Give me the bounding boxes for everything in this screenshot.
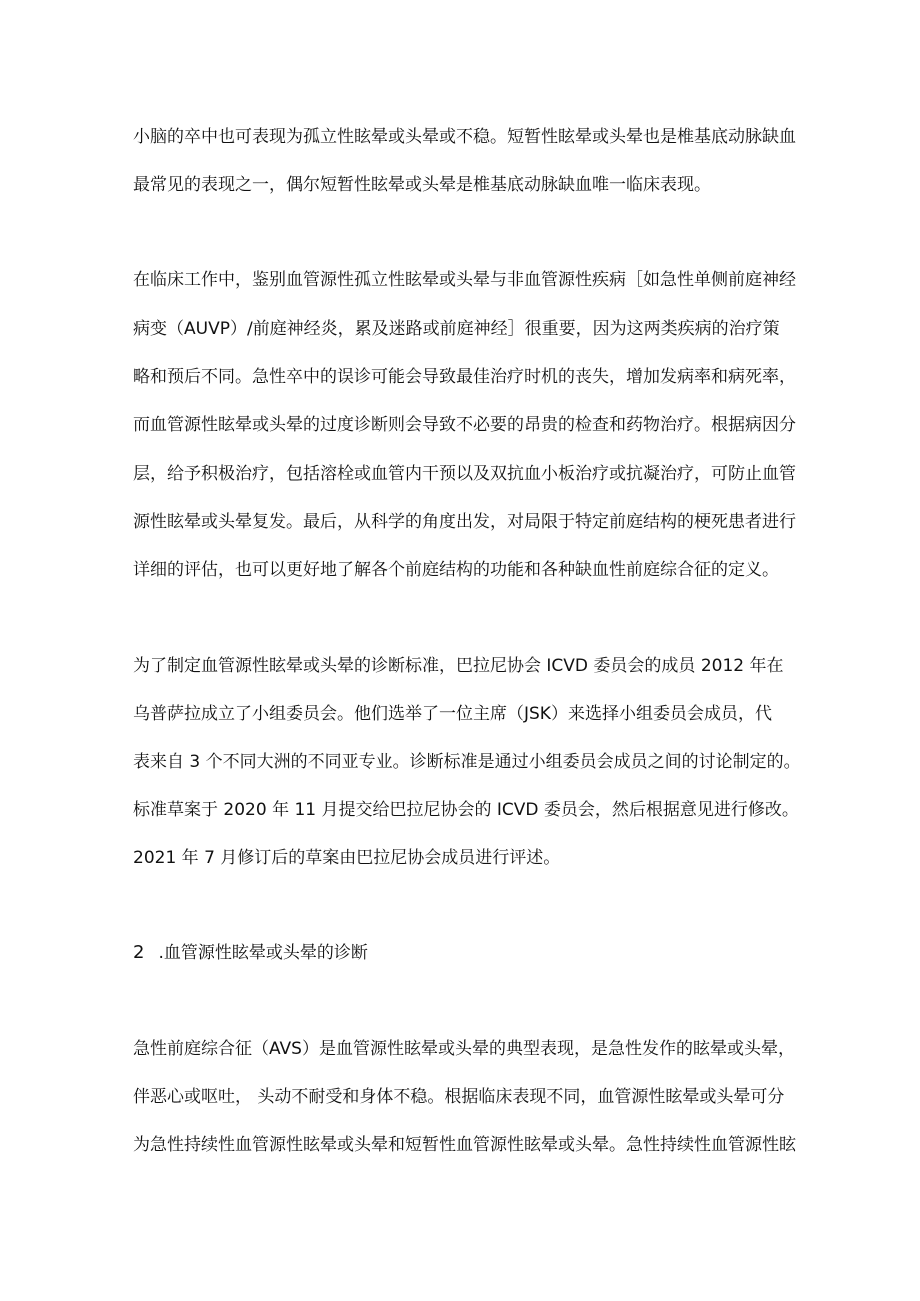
- text-line: 为急性持续性血管源性眩晕或头晕和短暂性血管源性眩晕或头晕。急性持续性血管源性眩: [133, 1135, 796, 1155]
- text-line: 急性前庭综合征（AVS）是血管源性眩晕或头晕的典型表现，是急性发作的眩晕或头晕，: [133, 1039, 795, 1059]
- text-line: 略和预后不同。急性卒中的误诊可能会导致最佳治疗时机的丧失，增加发病率和病死率，: [133, 367, 796, 387]
- section-number: 2: [133, 942, 145, 963]
- text-line: 伴恶心或呕吐， 头动不耐受和身体不稳。根据临床表现不同，血管源性眩晕或头晕可分: [133, 1087, 785, 1107]
- text-line: 标准草案于 2020 年 11 月提交给巴拉尼协会的 ICVD 委员会，然后根据意见进行修改。: [133, 800, 799, 820]
- text-line: 层，给予积极治疗，包括溶栓或血管内干预以及双抗血小板治疗或抗凝治疗，可防止血管: [133, 464, 796, 484]
- text-line: 病变（AUVP）/前庭神经炎，累及迷路或前庭神经］很重要，因为这两类疾病的治疗策: [133, 319, 780, 339]
- text-line: 小脑的卒中也可表现为孤立性眩晕或头晕或不稳。短暂性眩晕或头晕也是椎基底动脉缺血: [133, 127, 796, 147]
- text-line: 源性眩晕或头晕复发。最后，从科学的角度出发，对局限于特定前庭结构的梗死患者进行: [133, 512, 796, 532]
- text-line: 最常见的表现之一，偶尔短暂性眩晕或头晕是椎基底动脉缺血唯一临床表现。: [133, 175, 711, 195]
- text-line: 表来自 3 个不同大洲的不同亚专业。诊断标准是通过小组委员会成员之间的讨论制定的。: [133, 752, 801, 772]
- text-line: 乌普萨拉成立了小组委员会。他们选举了一位主席（JSK）来选择小组委员会成员，代: [133, 704, 772, 724]
- text-line: 为了制定血管源性眩晕或头晕的诊断标准，巴拉尼协会 ICVD 委员会的成员 2012 年在: [133, 656, 784, 676]
- text-line: 在临床工作中，鉴别血管源性孤立性眩晕或头晕与非血管源性疾病［如急性单侧前庭神经: [133, 270, 796, 290]
- text-line: 2021 年 7 月修订后的草案由巴拉尼协会成员进行评述。: [133, 848, 561, 868]
- text-line: 而血管源性眩晕或头晕的过度诊断则会导致不必要的昂贵的检查和药物治疗。根据病因分: [133, 415, 796, 435]
- text-line: 详细的评估，也可以更好地了解各个前庭结构的功能和各种缺血性前庭综合征的定义。: [133, 560, 779, 580]
- section-heading: [133, 941, 368, 965]
- section-title: .血管源性眩晕或头晕的诊断: [158, 943, 368, 963]
